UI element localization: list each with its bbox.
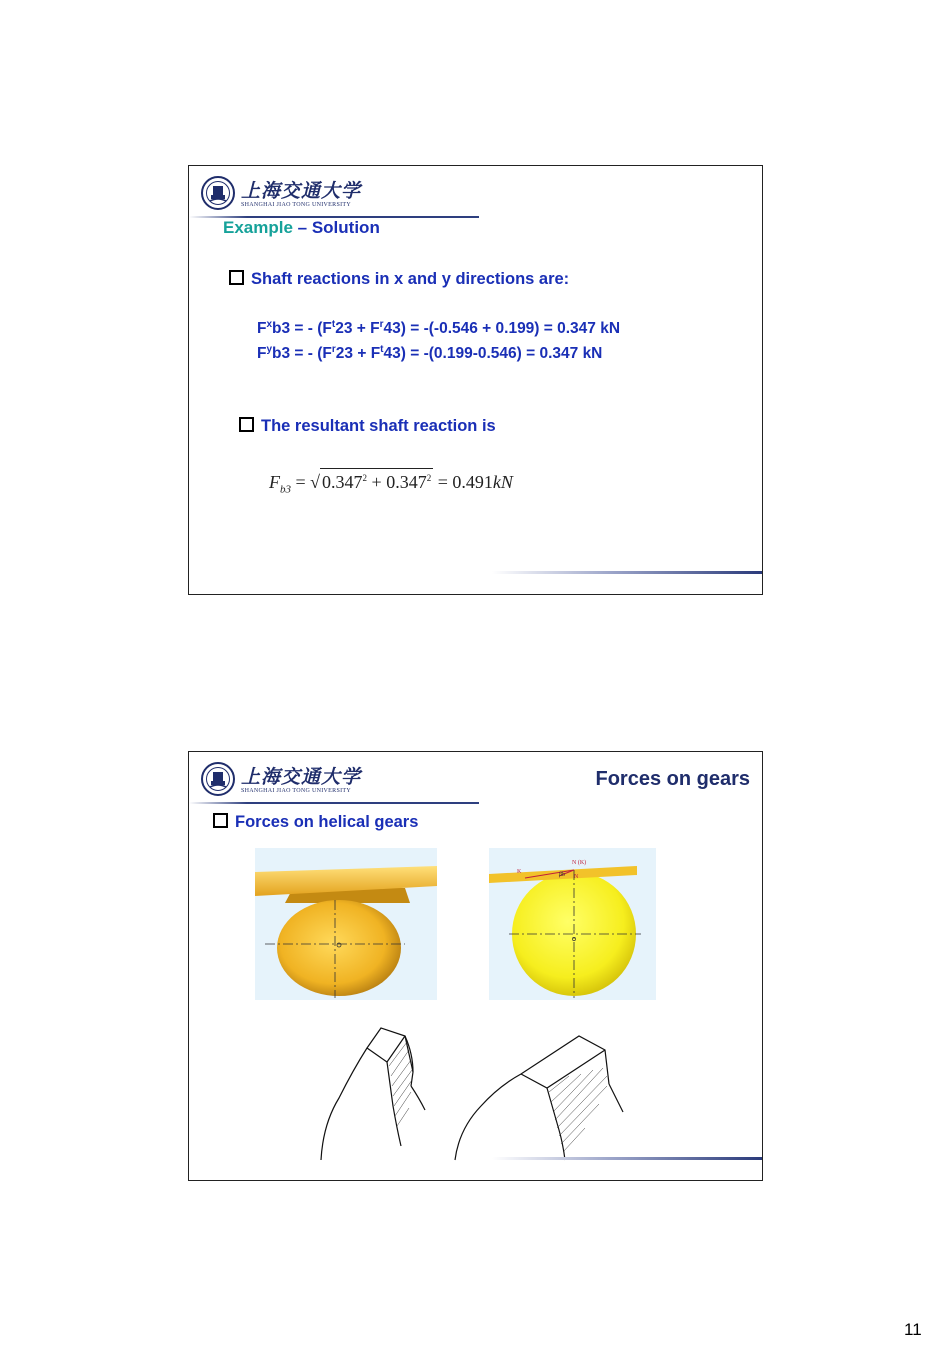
title-solution: – Solution bbox=[292, 218, 380, 237]
university-name-cn: 上海交通大学 bbox=[241, 180, 362, 202]
eq1-text: $F^xb3$ = - $(F^t23 + F^r43) = -(-0.546 + 0.199) = 0.347$ kN bbox=[257, 319, 621, 338]
exp-b: 2 bbox=[426, 473, 432, 483]
formula-unit: kN bbox=[492, 472, 513, 492]
footer-divider bbox=[492, 1157, 762, 1160]
checkbox-bullet-icon bbox=[213, 813, 228, 828]
slide-title: Forces on gears bbox=[595, 768, 750, 790]
equation-fy bbox=[257, 344, 602, 363]
bullet-helical-gears bbox=[213, 813, 418, 832]
radicand: $0.347^2 + 0.347^2$ bbox=[320, 468, 433, 492]
bullet-text: The resultant shaft reaction is bbox=[261, 417, 496, 435]
university-name-cn: 上海交通大学 bbox=[241, 766, 362, 788]
label-beta-b: βb bbox=[559, 872, 566, 878]
radicand-b: 0.347 bbox=[386, 472, 427, 492]
bullet-shaft-reactions bbox=[229, 270, 569, 289]
radicand-a: 0.347 bbox=[322, 472, 363, 492]
slide-example-solution bbox=[188, 165, 763, 595]
slide-title bbox=[223, 218, 380, 238]
formula-sub: b3 bbox=[280, 483, 291, 496]
university-seal-icon bbox=[201, 762, 235, 796]
label-n: N bbox=[574, 874, 579, 880]
university-logo bbox=[201, 762, 461, 802]
helical-gear-3d-figure-1 bbox=[255, 848, 437, 1000]
slide-forces-on-gears bbox=[188, 751, 763, 1181]
resultant-formula: $F_{b3}$ = √ $0.347^2 + 0.347^2 = 0.491kN$ bbox=[269, 468, 513, 496]
label-k: K bbox=[517, 869, 522, 875]
eq2-text: $F^yb3$ = - $(F^r23 + F^t43) = -(0.199-0.546) = 0.347$ kN bbox=[257, 344, 603, 363]
equation-fx bbox=[257, 319, 620, 338]
bullet-text: Shaft reactions in x and y directions are: bbox=[251, 270, 570, 288]
footer-divider bbox=[492, 571, 762, 574]
formula-symbol: F bbox=[269, 472, 280, 492]
university-seal-icon bbox=[201, 176, 235, 210]
checkbox-bullet-icon bbox=[239, 417, 254, 432]
university-name-en: SHANGHAI JIAO TONG UNIVERSITY bbox=[241, 788, 351, 794]
title-example: Example bbox=[223, 218, 293, 237]
helical-gear-teeth-sketch bbox=[309, 1014, 629, 1164]
header-divider bbox=[189, 802, 479, 804]
bullet-resultant bbox=[239, 417, 496, 436]
exp-a: 2 bbox=[362, 473, 368, 483]
page-number: 11 bbox=[904, 1320, 922, 1339]
bullet-text: Forces on helical gears bbox=[235, 813, 419, 831]
university-name-en: SHANGHAI JIAO TONG UNIVERSITY bbox=[241, 202, 351, 208]
checkbox-bullet-icon bbox=[229, 270, 244, 285]
helical-gear-3d-figure-2 bbox=[489, 848, 656, 1000]
formula-result: 0.491 bbox=[452, 472, 493, 492]
label-n-k: N (K) bbox=[572, 860, 587, 866]
university-logo bbox=[201, 176, 461, 216]
